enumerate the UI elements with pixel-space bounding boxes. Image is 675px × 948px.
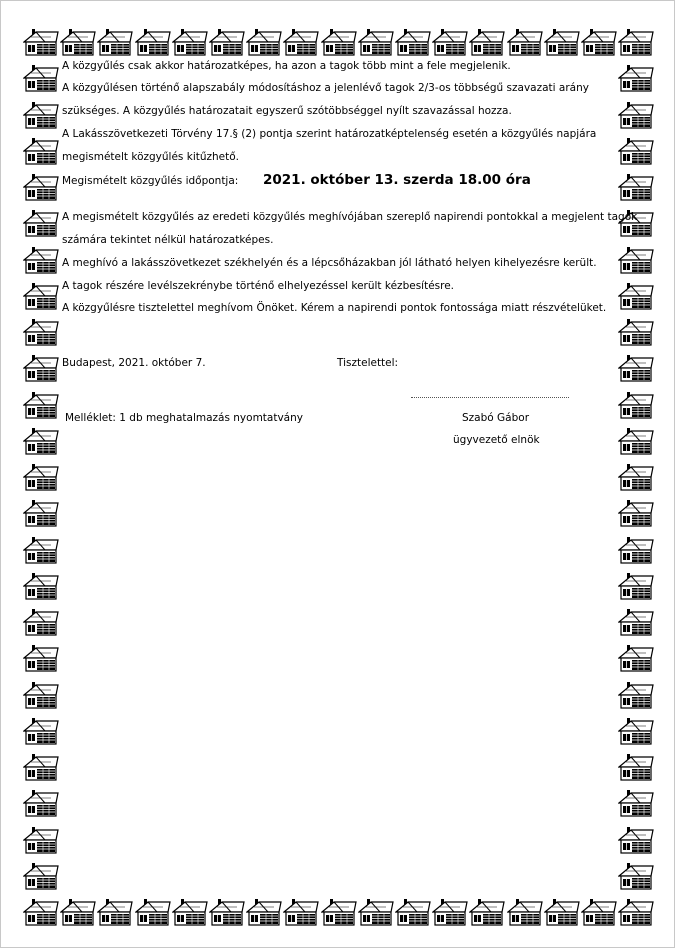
house-icon: [172, 898, 208, 926]
house-icon: [283, 898, 319, 926]
house-icon: [23, 644, 59, 672]
house-icon: [23, 64, 59, 92]
house-icon: [618, 572, 654, 600]
house-icon: [618, 391, 654, 419]
house-icon: [23, 898, 59, 926]
house-icon: [432, 898, 468, 926]
invitation-text: A közgyűlésre tisztelettel meghívom Önöket. Kérem a napirendi pontok fontossága miatt részvételüket.: [62, 302, 607, 314]
house-icon: [618, 536, 654, 564]
house-icon: [60, 28, 96, 56]
greeting: Tisztelettel:: [337, 357, 399, 369]
house-icon: [23, 536, 59, 564]
signer-title: ügyvezető elnök: [453, 434, 540, 446]
attachment-note: Melléklet: 1 db meghatalmazás nyomtatvány: [65, 412, 303, 424]
house-icon: [618, 717, 654, 745]
house-icon: [544, 898, 580, 926]
house-icon: [395, 28, 431, 56]
house-icon: [23, 173, 59, 201]
house-icon: [246, 898, 282, 926]
house-icon: [581, 898, 617, 926]
house-icon: [23, 318, 59, 346]
house-icon: [23, 789, 59, 817]
house-icon: [507, 898, 543, 926]
repeat-quorum-text: A megismételt közgyűlés az eredeti közgyűlés meghívójában szereplő napirendi pontokkal a megjelent tagok: [62, 211, 638, 223]
house-icon: [23, 608, 59, 636]
rule-bylaws: A közgyűlésen történő alapszabály módosításhoz a jelenlévő tagok 2/3-os többségű szavazati arány: [62, 82, 589, 94]
house-icon: [618, 463, 654, 491]
house-icon: [23, 427, 59, 455]
repeat-quorum-text-cont: számára tekintet nélkül határozatképes.: [62, 234, 274, 246]
house-icon: [172, 28, 208, 56]
house-icon: [23, 209, 59, 237]
house-icon: [469, 898, 505, 926]
house-icon: [618, 137, 654, 165]
house-icon: [358, 898, 394, 926]
rule-bylaws-cont: szükséges. A közgyűlés határozatait egyszerű szótöbbséggel nyílt szavazással hozza.: [62, 105, 512, 117]
house-icon: [321, 898, 357, 926]
house-icon: [618, 282, 654, 310]
house-icon: [618, 64, 654, 92]
house-icon: [507, 28, 543, 56]
house-icon: [618, 826, 654, 854]
house-icon: [23, 753, 59, 781]
house-icon: [23, 463, 59, 491]
house-icon: [358, 28, 394, 56]
house-icon: [135, 898, 171, 926]
house-icon: [618, 862, 654, 890]
house-icon: [432, 28, 468, 56]
house-icon: [618, 354, 654, 382]
house-icon: [618, 681, 654, 709]
house-icon: [246, 28, 282, 56]
repeat-meeting-date: 2021. október 13. szerda 18.00 óra: [263, 172, 531, 188]
house-icon: [544, 28, 580, 56]
house-icon: [618, 28, 654, 56]
signer-name: Szabó Gábor: [462, 412, 530, 424]
house-icon: [23, 826, 59, 854]
house-icon: [618, 644, 654, 672]
house-icon: [209, 28, 245, 56]
signature-line: [411, 396, 569, 398]
house-icon: [23, 681, 59, 709]
house-icon: [618, 246, 654, 274]
house-icon: [469, 28, 505, 56]
rule-law-reference: A Lakásszövetkezeti Törvény 17.§ (2) pontja szerint határozatképtelenség esetén a közgyűlés napjára: [62, 128, 597, 140]
house-icon: [321, 28, 357, 56]
repeat-meeting-label: Megismételt közgyűlés időpontja:: [62, 175, 239, 187]
house-icon: [60, 898, 96, 926]
house-icon: [618, 898, 654, 926]
house-icon: [618, 753, 654, 781]
house-icon: [618, 173, 654, 201]
house-icon: [23, 137, 59, 165]
house-icon: [23, 572, 59, 600]
place-date: Budapest, 2021. október 7.: [62, 357, 206, 369]
house-icon: [618, 427, 654, 455]
house-icon: [97, 28, 133, 56]
house-icon: [618, 318, 654, 346]
house-icon: [97, 898, 133, 926]
house-icon: [23, 354, 59, 382]
house-icon: [581, 28, 617, 56]
house-icon: [618, 101, 654, 129]
house-icon: [23, 101, 59, 129]
house-icon: [23, 391, 59, 419]
house-icon: [395, 898, 431, 926]
house-icon: [209, 898, 245, 926]
house-icon: [135, 28, 171, 56]
rule-law-reference-cont: megismételt közgyűlés kitűzhető.: [62, 151, 240, 163]
house-icon: [618, 499, 654, 527]
house-icon: [618, 789, 654, 817]
house-icon: [618, 608, 654, 636]
house-icon: [23, 499, 59, 527]
house-icon: [283, 28, 319, 56]
house-icon: [23, 282, 59, 310]
rule-quorum: A közgyűlés csak akkor határozatképes, ha azon a tagok több mint a fele megjelenik.: [62, 60, 511, 72]
house-icon: [23, 246, 59, 274]
house-icon: [23, 28, 59, 56]
mailbox-notice: A tagok részére levélszekrénybe történő elhelyezéssel került kézbesítésre.: [62, 280, 455, 292]
posting-notice: A meghívó a lakásszövetkezet székhelyén és a lépcsőházakban jól látható helyen kihelyezésre került.: [62, 257, 597, 269]
house-icon: [23, 717, 59, 745]
house-icon: [23, 862, 59, 890]
